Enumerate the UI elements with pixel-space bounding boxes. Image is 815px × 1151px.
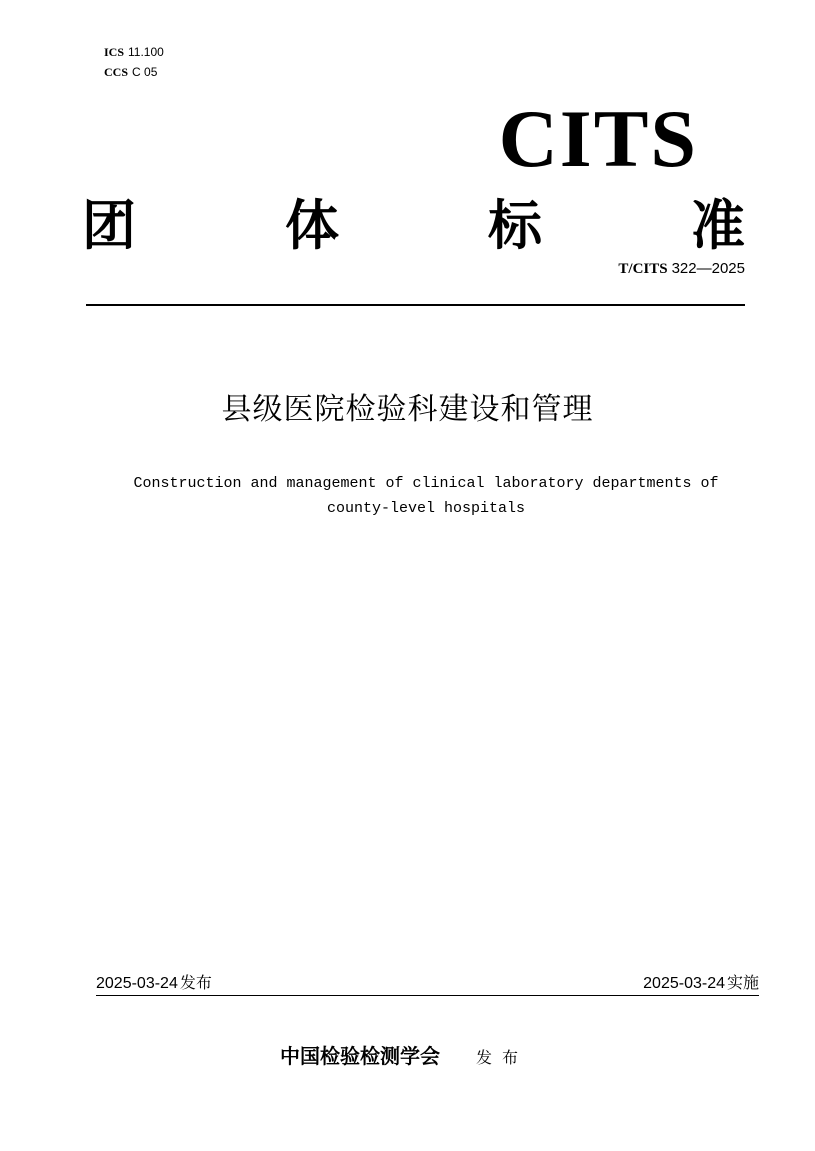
- publisher-line: [280, 1042, 528, 1073]
- standard-type-heading: [82, 192, 745, 258]
- ccs-code: [104, 62, 164, 82]
- standard-type-char: 准: [691, 193, 745, 257]
- title-chinese: 县级医院检验科建设和管理: [221, 392, 594, 427]
- publisher-action: 发布: [476, 1048, 529, 1067]
- ics-code: [104, 42, 164, 62]
- effective-date-value: 2025-03-24: [643, 975, 725, 992]
- issue-date: [96, 972, 212, 995]
- ccs-key: CCS: [104, 65, 129, 79]
- effective-date: [643, 972, 759, 995]
- ccs-value: C 05: [132, 65, 158, 79]
- ics-value: 11.100: [128, 45, 164, 59]
- title-english: Construction and management of clinical laboratory departments of county-level hospitals: [133, 475, 719, 517]
- standard-type-char: 团: [82, 193, 136, 257]
- standard-number-prefix: T/CITS: [618, 261, 668, 277]
- ics-key: ICS: [104, 45, 125, 59]
- standard-type-char: 标: [488, 193, 542, 257]
- issue-date-value: 2025-03-24: [96, 975, 178, 992]
- header-divider: [86, 304, 745, 306]
- standard-type-char: 体: [285, 193, 339, 257]
- classification-codes: [104, 42, 164, 82]
- standard-number: [618, 258, 745, 280]
- footer-divider: [96, 995, 759, 996]
- publisher-name: 中国检验检测学会: [280, 1044, 440, 1068]
- effective-date-label: 实施: [726, 973, 759, 992]
- standard-number-value: 322—2025: [671, 260, 745, 277]
- cits-logo: CITS: [498, 93, 698, 184]
- issue-date-label: 发布: [179, 973, 212, 992]
